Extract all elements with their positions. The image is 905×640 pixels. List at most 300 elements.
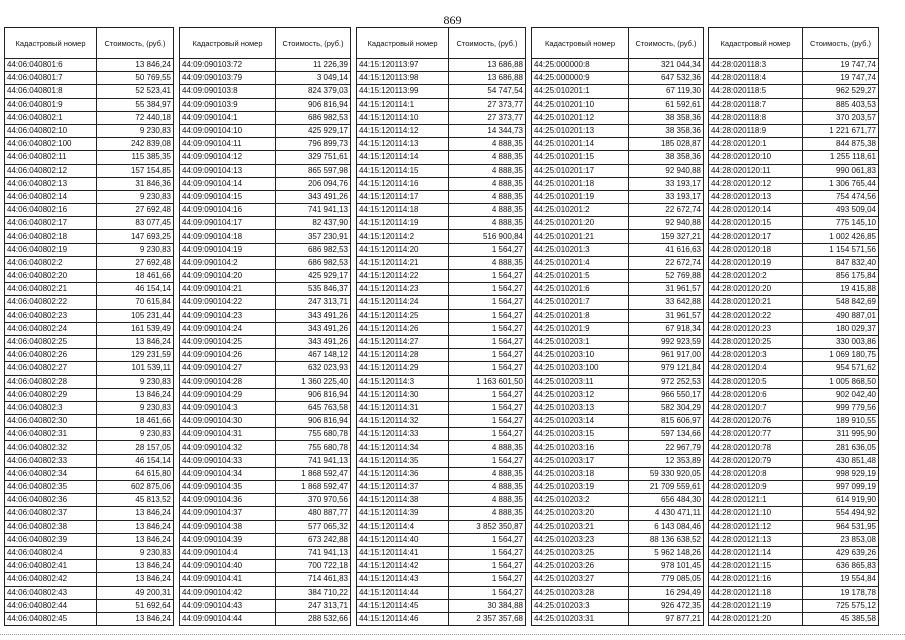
cadastral-number-cell: 44:06:040802:16 [5, 204, 97, 217]
cadastral-number-cell: 44:15:120114:16 [357, 177, 449, 190]
cadastral-number-cell: 44:09:090104:32 [180, 441, 276, 454]
table-row [180, 362, 351, 375]
cadastral-number-cell: 44:06:040802:45 [5, 612, 97, 625]
table-row [532, 138, 704, 151]
cost-cell: 1 154 571,56 [803, 243, 879, 256]
table-row [5, 283, 174, 296]
table-row [709, 204, 879, 217]
table-row [532, 256, 704, 269]
cadastral-number-cell: 44:09:090104:15 [180, 190, 276, 203]
cost-cell: 493 509,04 [803, 204, 879, 217]
cost-cell: 311 995,90 [803, 428, 879, 441]
cadastral-number-cell: 44:06:040801:9 [5, 98, 97, 111]
cadastral-number-cell: 44:15:120114:20 [357, 243, 449, 256]
cadastral-number-cell: 44:25:010203:31 [532, 612, 629, 625]
cost-cell: 425 929,17 [276, 270, 351, 283]
table-row [180, 441, 351, 454]
cost-cell: 13 846,24 [97, 560, 174, 573]
cost-cell: 714 461,83 [276, 573, 351, 586]
table-row [180, 204, 351, 217]
cost-cell: 755 680,78 [276, 441, 351, 454]
cost-cell: 4 888,35 [449, 190, 526, 203]
table-row [5, 454, 174, 467]
cadastral-number-cell: 44:15:120113:98 [357, 72, 449, 85]
cost-cell: 700 722,18 [276, 560, 351, 573]
cost-cell: 741 941,13 [276, 546, 351, 559]
cadastral-number-cell: 44:06:040802:32 [5, 441, 97, 454]
cost-cell: 686 982,53 [276, 243, 351, 256]
cadastral-number-cell: 44:06:040802:38 [5, 520, 97, 533]
cadastral-number-cell: 44:15:120114:38 [357, 494, 449, 507]
cadastral-number-cell: 44:25:010201:20 [532, 217, 629, 230]
table-row [180, 230, 351, 243]
cadastral-number-cell: 44:25:010203:1 [532, 335, 629, 348]
table-row [357, 256, 526, 269]
cadastral-number-cell: 44:06:040802:26 [5, 349, 97, 362]
cadastral-number-cell: 44:28:020121:1 [709, 494, 803, 507]
cadastral-number-cell: 44:25:010201:7 [532, 296, 629, 309]
cost-cell: 92 940,88 [629, 164, 704, 177]
cost-cell: 425 929,17 [276, 124, 351, 137]
table-row [5, 467, 174, 480]
cadastral-number-cell: 44:28:020118:4 [709, 72, 803, 85]
table-row [709, 375, 879, 388]
cost-cell: 673 242,88 [276, 533, 351, 546]
cadastral-number-cell: 44:06:040802:1 [5, 111, 97, 124]
cost-cell: 3 049,14 [276, 72, 351, 85]
table-row [5, 546, 174, 559]
cost-cell: 1 163 601,50 [449, 375, 526, 388]
cost-cell: 1 564,27 [449, 322, 526, 335]
table-row [357, 138, 526, 151]
cost-cell: 961 917,00 [629, 349, 704, 362]
cadastral-number-cell: 44:15:120114:30 [357, 388, 449, 401]
cost-cell: 1 221 671,77 [803, 124, 879, 137]
table-row [180, 349, 351, 362]
cost-cell: 22 672,74 [629, 256, 704, 269]
table-row [709, 599, 879, 612]
cost-cell: 847 832,40 [803, 256, 879, 269]
cadastral-number-cell: 44:09:090103:72 [180, 59, 276, 72]
cadastral-number-cell: 44:15:120114:19 [357, 217, 449, 230]
table-row [709, 296, 879, 309]
cadastral-number-cell: 44:28:020120:12 [709, 177, 803, 190]
table-row [5, 388, 174, 401]
table-row [357, 533, 526, 546]
table-row [5, 599, 174, 612]
cadastral-number-cell: 44:06:040802:33 [5, 454, 97, 467]
cadastral-number-cell: 44:25:010203:14 [532, 415, 629, 428]
cadastral-number-cell: 44:06:040802:14 [5, 190, 97, 203]
table-row [532, 428, 704, 441]
cadastral-number-cell: 44:28:020120:5 [709, 375, 803, 388]
table-row [357, 335, 526, 348]
table-row [5, 335, 174, 348]
cost-cell: 13 846,24 [97, 533, 174, 546]
table-row [357, 612, 526, 625]
cost-cell: 33 193,17 [629, 177, 704, 190]
cadastral-number-cell: 44:09:090104:31 [180, 428, 276, 441]
table-row [357, 599, 526, 612]
cadastral-number-cell: 44:06:040802:22 [5, 296, 97, 309]
table-row [180, 428, 351, 441]
cadastral-number-cell: 44:09:090104:26 [180, 349, 276, 362]
cadastral-number-cell: 44:06:040802:31 [5, 428, 97, 441]
cost-cell: 45 813,52 [97, 494, 174, 507]
cost-cell: 384 710,22 [276, 586, 351, 599]
cost-cell: 1 306 765,44 [803, 177, 879, 190]
table-row [180, 415, 351, 428]
cost-cell: 4 888,35 [449, 138, 526, 151]
cadastral-number-cell: 44:28:020121:10 [709, 507, 803, 520]
table-row [5, 441, 174, 454]
cadastral-number-cell: 44:09:090104:17 [180, 217, 276, 230]
table-row [5, 138, 174, 151]
header-row [5, 28, 174, 59]
cadastral-number-cell: 44:09:090104:40 [180, 560, 276, 573]
cost-cell: 59 330 920,05 [629, 467, 704, 480]
header-row [532, 28, 704, 59]
cost-cell: 1 564,27 [449, 586, 526, 599]
table-row [709, 612, 879, 625]
header-cadastral-number: Кадастровый номер [357, 28, 449, 59]
bottom-divider [0, 634, 905, 635]
table-row [180, 283, 351, 296]
cost-cell: 67 119,30 [629, 85, 704, 98]
cost-cell: 9 230,83 [97, 190, 174, 203]
table-row [709, 151, 879, 164]
table-row [709, 388, 879, 401]
cost-cell: 31 846,36 [97, 177, 174, 190]
table-row [709, 230, 879, 243]
cadastral-number-cell: 44:09:090104:23 [180, 309, 276, 322]
cadastral-number-cell: 44:09:090104:14 [180, 177, 276, 190]
cost-cell: 4 888,35 [449, 177, 526, 190]
cadastral-number-cell: 44:25:010201:8 [532, 309, 629, 322]
cadastral-number-cell: 44:25:010203:23 [532, 533, 629, 546]
cost-cell: 490 887,01 [803, 309, 879, 322]
cost-cell: 1 564,27 [449, 533, 526, 546]
cost-cell: 4 888,35 [449, 481, 526, 494]
cost-cell: 978 101,45 [629, 560, 704, 573]
table-row [5, 204, 174, 217]
table-row [532, 415, 704, 428]
table-row [5, 230, 174, 243]
table-row [357, 309, 526, 322]
table-row [357, 454, 526, 467]
cost-cell: 19 747,74 [803, 72, 879, 85]
cost-cell: 49 200,31 [97, 586, 174, 599]
cost-cell: 1 564,27 [449, 349, 526, 362]
header-cost: Стоимость, (руб.) [449, 28, 526, 59]
table-row [709, 243, 879, 256]
cadastral-number-cell: 44:28:020118:3 [709, 59, 803, 72]
cost-cell: 13 846,24 [97, 388, 174, 401]
cost-cell: 33 642,88 [629, 296, 704, 309]
table-row [532, 111, 704, 124]
cost-cell: 157 154,85 [97, 164, 174, 177]
cadastral-number-cell: 44:28:020120:3 [709, 349, 803, 362]
cost-cell: 1 002 426,85 [803, 230, 879, 243]
cost-cell: 70 615,84 [97, 296, 174, 309]
cost-cell: 343 491,26 [276, 309, 351, 322]
table-row [709, 586, 879, 599]
cadastral-number-cell: 44:15:120114:42 [357, 560, 449, 573]
cost-cell: 13 686,88 [449, 72, 526, 85]
cost-cell: 4 888,35 [449, 204, 526, 217]
cadastral-number-cell: 44:25:010201:14 [532, 138, 629, 151]
table-row [357, 283, 526, 296]
table-row [532, 335, 704, 348]
cadastral-number-cell: 44:09:090104:44 [180, 612, 276, 625]
cadastral-number-cell: 44:28:020120:19 [709, 256, 803, 269]
cadastral-number-cell: 44:06:040802:4 [5, 546, 97, 559]
cadastral-number-cell: 44:28:020118:9 [709, 124, 803, 137]
table-row [357, 467, 526, 480]
cadastral-number-cell: 44:06:040802:10 [5, 124, 97, 137]
cost-cell: 61 592,61 [629, 98, 704, 111]
cadastral-number-cell: 44:15:120114:15 [357, 164, 449, 177]
table-row [180, 546, 351, 559]
table-row [180, 270, 351, 283]
cadastral-number-cell: 44:28:020120:76 [709, 415, 803, 428]
table-row [180, 507, 351, 520]
cost-cell: 741 941,13 [276, 454, 351, 467]
cadastral-number-cell: 44:28:020120:18 [709, 243, 803, 256]
cadastral-number-cell: 44:28:020121:14 [709, 546, 803, 559]
cadastral-number-cell: 44:09:090104:3 [180, 401, 276, 414]
cost-cell: 46 154,14 [97, 283, 174, 296]
cost-cell: 38 358,36 [629, 111, 704, 124]
table-row [709, 533, 879, 546]
cadastral-number-cell: 44:06:040802:37 [5, 507, 97, 520]
cost-cell: 430 851,48 [803, 454, 879, 467]
cost-cell: 52 769,88 [629, 270, 704, 283]
cadastral-number-cell: 44:25:010201:15 [532, 151, 629, 164]
cost-cell: 189 910,55 [803, 415, 879, 428]
table-row [709, 322, 879, 335]
cadastral-number-cell: 44:28:020120:23 [709, 322, 803, 335]
cadastral-number-cell: 44:09:090104:19 [180, 243, 276, 256]
cadastral-number-cell: 44:25:010201:18 [532, 177, 629, 190]
cadastral-number-cell: 44:15:120114:34 [357, 441, 449, 454]
cost-cell: 997 099,19 [803, 481, 879, 494]
table-row [5, 415, 174, 428]
cadastral-number-cell: 44:25:010203:27 [532, 573, 629, 586]
cost-cell: 52 523,41 [97, 85, 174, 98]
table-row [180, 72, 351, 85]
cost-cell: 30 384,88 [449, 599, 526, 612]
cadastral-number-cell: 44:06:040802:20 [5, 270, 97, 283]
cadastral-number-cell: 44:25:010203:26 [532, 560, 629, 573]
table-row [532, 322, 704, 335]
cadastral-number-cell: 44:28:020121:19 [709, 599, 803, 612]
cadastral-number-cell: 44:06:040801:7 [5, 72, 97, 85]
cadastral-number-cell: 44:15:120113:97 [357, 59, 449, 72]
cost-cell: 554 494,92 [803, 507, 879, 520]
table-row [357, 151, 526, 164]
table-row [709, 177, 879, 190]
table-row [5, 401, 174, 414]
table-row [709, 454, 879, 467]
cadastral-number-cell: 44:25:010201:19 [532, 190, 629, 203]
cadastral-number-cell: 44:28:020118:5 [709, 85, 803, 98]
cadastral-number-cell: 44:06:040802:44 [5, 599, 97, 612]
table-row [357, 217, 526, 230]
cost-cell: 1 255 118,61 [803, 151, 879, 164]
cadastral-number-cell: 44:06:040802:13 [5, 177, 97, 190]
cost-cell: 88 136 638,52 [629, 533, 704, 546]
header-cadastral-number: Кадастровый номер [532, 28, 629, 59]
cost-cell: 159 327,21 [629, 230, 704, 243]
cost-cell: 54 747,54 [449, 85, 526, 98]
cadastral-number-cell: 44:15:120114:39 [357, 507, 449, 520]
table-row [532, 481, 704, 494]
cadastral-number-cell: 44:28:020120:6 [709, 388, 803, 401]
cost-cell: 577 065,32 [276, 520, 351, 533]
cost-cell: 754 474,56 [803, 190, 879, 203]
cadastral-table-3 [356, 27, 526, 626]
table-row [709, 72, 879, 85]
table-row [357, 164, 526, 177]
table-row [709, 573, 879, 586]
cost-cell: 23 853,08 [803, 533, 879, 546]
cadastral-number-cell: 44:25:010203:25 [532, 546, 629, 559]
table-row [532, 533, 704, 546]
cadastral-number-cell: 44:06:040802:29 [5, 388, 97, 401]
cadastral-number-cell: 44:09:090104:39 [180, 533, 276, 546]
cost-cell: 5 962 148,26 [629, 546, 704, 559]
cost-cell: 281 636,05 [803, 441, 879, 454]
table-row [709, 428, 879, 441]
cadastral-number-cell: 44:15:120114:31 [357, 401, 449, 414]
cadastral-number-cell: 44:28:020120:9 [709, 481, 803, 494]
table-row [357, 586, 526, 599]
cadastral-number-cell: 44:09:090104:34 [180, 467, 276, 480]
table-row [532, 124, 704, 137]
table-row [532, 586, 704, 599]
header-cadastral-number: Кадастровый номер [709, 28, 803, 59]
table-row [5, 98, 174, 111]
table-row [532, 204, 704, 217]
cadastral-number-cell: 44:25:010203:2 [532, 494, 629, 507]
table-row [357, 388, 526, 401]
cost-cell: 926 472,35 [629, 599, 704, 612]
cadastral-number-cell: 44:25:010203:16 [532, 441, 629, 454]
cost-cell: 602 875,06 [97, 481, 174, 494]
cost-cell: 6 143 084,46 [629, 520, 704, 533]
table-row [357, 230, 526, 243]
cadastral-number-cell: 44:09:090104:30 [180, 415, 276, 428]
cadastral-number-cell: 44:28:020121:12 [709, 520, 803, 533]
cost-cell: 180 029,37 [803, 322, 879, 335]
cadastral-number-cell: 44:15:120114:18 [357, 204, 449, 217]
cost-cell: 906 816,94 [276, 415, 351, 428]
cost-cell: 1 564,27 [449, 428, 526, 441]
cost-cell: 27 692,48 [97, 204, 174, 217]
cost-cell: 41 616,63 [629, 243, 704, 256]
cost-cell: 16 294,49 [629, 586, 704, 599]
table-row [180, 98, 351, 111]
cost-cell: 429 639,26 [803, 546, 879, 559]
cadastral-number-cell: 44:09:090104:38 [180, 520, 276, 533]
table-row [532, 243, 704, 256]
table-row [5, 111, 174, 124]
cadastral-number-cell: 44:28:020121:15 [709, 560, 803, 573]
cost-cell: 82 437,90 [276, 217, 351, 230]
cost-cell: 1 564,27 [449, 388, 526, 401]
cadastral-number-cell: 44:28:020121:16 [709, 573, 803, 586]
table-row [180, 494, 351, 507]
cost-cell: 9 230,83 [97, 401, 174, 414]
cadastral-number-cell: 44:15:120114:21 [357, 256, 449, 269]
table-row [532, 546, 704, 559]
cost-cell: 535 846,37 [276, 283, 351, 296]
cost-cell: 343 491,26 [276, 322, 351, 335]
table-row [5, 586, 174, 599]
cost-cell: 9 230,83 [97, 124, 174, 137]
cost-cell: 1 005 868,50 [803, 375, 879, 388]
cadastral-number-cell: 44:06:040802:19 [5, 243, 97, 256]
cadastral-number-cell: 44:28:020121:20 [709, 612, 803, 625]
cadastral-number-cell: 44:15:120114:46 [357, 612, 449, 625]
table-row [180, 560, 351, 573]
cadastral-number-cell: 44:06:040802:28 [5, 375, 97, 388]
cost-cell: 329 751,61 [276, 151, 351, 164]
table-row [180, 375, 351, 388]
cost-cell: 38 358,36 [629, 124, 704, 137]
cost-cell: 1 564,27 [449, 454, 526, 467]
cadastral-number-cell: 44:09:090104:41 [180, 573, 276, 586]
table-row [709, 111, 879, 124]
cost-cell: 962 529,27 [803, 85, 879, 98]
cost-cell: 4 888,35 [449, 164, 526, 177]
cost-cell: 19 747,74 [803, 59, 879, 72]
cost-cell: 27 692,48 [97, 256, 174, 269]
cadastral-number-cell: 44:15:120114:41 [357, 546, 449, 559]
cadastral-number-cell: 44:28:020118:7 [709, 98, 803, 111]
cadastral-table-1 [4, 27, 174, 626]
table-row [709, 124, 879, 137]
cadastral-number-cell: 44:25:010203:19 [532, 481, 629, 494]
cadastral-table-5 [708, 27, 879, 626]
cadastral-number-cell: 44:25:010203:17 [532, 454, 629, 467]
table-row [180, 388, 351, 401]
cadastral-number-cell: 44:09:090104:43 [180, 599, 276, 612]
cadastral-number-cell: 44:06:040802:18 [5, 230, 97, 243]
cost-cell: 645 763,58 [276, 401, 351, 414]
cadastral-number-cell: 44:25:010203:100 [532, 362, 629, 375]
cadastral-number-cell: 44:25:010201:10 [532, 98, 629, 111]
cadastral-number-cell: 44:15:120114:29 [357, 362, 449, 375]
cost-cell: 18 461,66 [97, 415, 174, 428]
cadastral-number-cell: 44:06:040801:8 [5, 85, 97, 98]
cadastral-number-cell: 44:25:010203:3 [532, 599, 629, 612]
cadastral-number-cell: 44:15:120113:99 [357, 85, 449, 98]
cadastral-number-cell: 44:09:090103:9 [180, 98, 276, 111]
cadastral-number-cell: 44:28:020120:4 [709, 362, 803, 375]
table-row [180, 467, 351, 480]
table-row [5, 481, 174, 494]
table-row [180, 111, 351, 124]
table-row [5, 190, 174, 203]
table-row [180, 309, 351, 322]
header-cost: Стоимость, (руб.) [276, 28, 351, 59]
cadastral-number-cell: 44:06:040801:6 [5, 59, 97, 72]
cost-cell: 97 877,21 [629, 612, 704, 625]
cost-cell: 902 042,40 [803, 388, 879, 401]
header-cost: Стоимость, (руб.) [629, 28, 704, 59]
